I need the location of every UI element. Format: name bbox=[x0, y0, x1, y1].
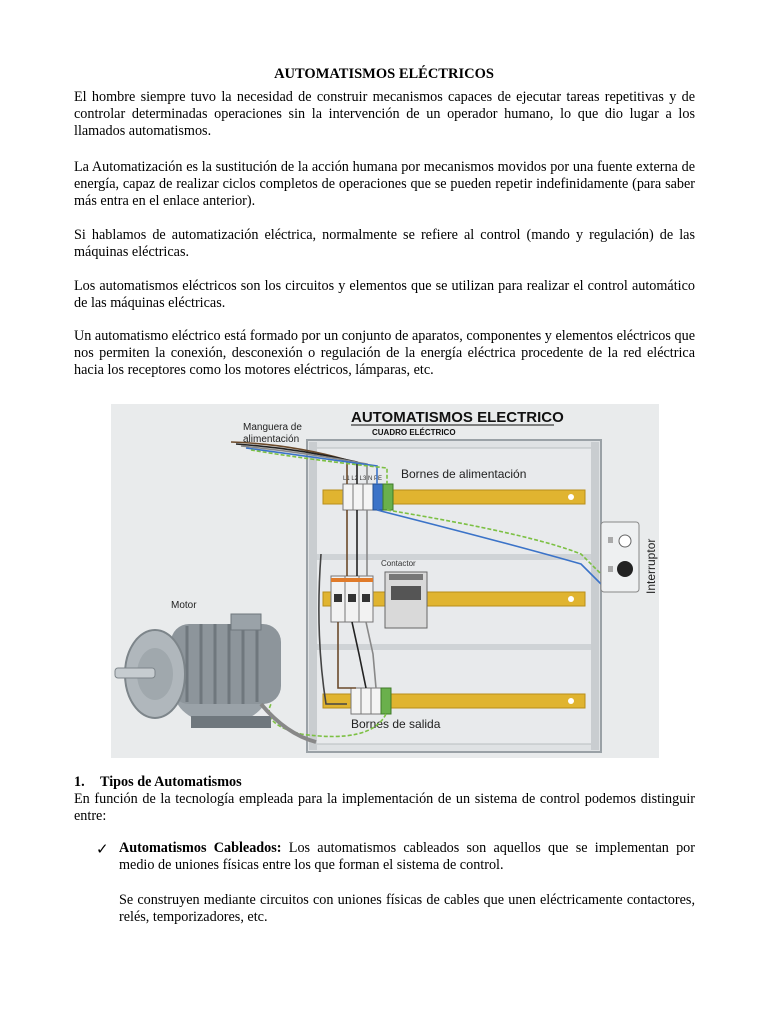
paragraph-3: Si hablamos de automatización eléctrica, normalmente se refiere al control (mando y regulación) de las máquinas eléctricas. bbox=[74, 227, 695, 260]
paragraph-4: Los automatismos eléctricos son los circuitos y elementos que se utilizan para realizar el control automático de las máquinas eléctricas. bbox=[74, 278, 695, 311]
checkmark-icon: ✓ bbox=[96, 842, 109, 858]
section-number: 1. bbox=[74, 774, 85, 790]
paragraph-1: El hombre siempre tuvo la necesidad de construir mecanismos capaces de ejecutar tareas repetitivas y de controlar determinadas operaciones sin la intervención de un operador humano, lo que dio lugar a los llamados automatismos. bbox=[74, 89, 695, 139]
wired-automation-text: Los automatismos cableados son aquellos que se implementan por medio de uniones físicas entre los que forman el sistema de control. bbox=[119, 840, 695, 873]
wired-automation-extra: Se construyen mediante circuitos con uniones físicas de cables que unen eléctricamente contactores, relés, temporizadores, etc. bbox=[119, 892, 695, 925]
contactor-device bbox=[385, 572, 427, 628]
section-title: Tipos de Automatismos bbox=[100, 774, 242, 790]
motor-label: Motor bbox=[171, 600, 197, 611]
section-heading bbox=[74, 774, 242, 791]
phase-labels: L1 L2 L3 N PE bbox=[343, 476, 383, 482]
hose-label-line2: alimentación bbox=[243, 434, 300, 445]
wired-automation-item bbox=[119, 840, 695, 874]
contactor-label: Contactor bbox=[381, 559, 416, 568]
figure-title: AUTOMATISMOS ELECTRICO bbox=[351, 409, 564, 426]
wired-automation-term: Automatismos Cableados: bbox=[119, 840, 282, 856]
document-title: AUTOMATISMOS ELÉCTRICOS bbox=[274, 66, 494, 82]
output-terminals-label: Bornes de salida bbox=[351, 717, 441, 731]
switch-label: Interruptor bbox=[644, 538, 658, 594]
hose-label-line1: Manguera de bbox=[243, 422, 302, 433]
section-intro: En función de la tecnología empleada para la implementación de un sistema de control podemos distinguir entre: bbox=[74, 791, 695, 824]
switch-box bbox=[601, 522, 639, 592]
paragraph-5: Un automatismo eléctrico está formado por un conjunto de aparatos, componentes y elementos eléctricos que nos permiten la conexión, desconexión o regulación de la energía eléctrica procedente de la red eléctrica hacia los receptores como los motores eléctricos, lámparas, etc. bbox=[74, 328, 695, 378]
supply-terminals-label: Bornes de alimentación bbox=[401, 467, 527, 481]
circuit-breakers bbox=[331, 576, 373, 622]
supply-terminal-block bbox=[343, 484, 393, 510]
paragraph-2: La Automatización es la sustitución de la acción humana por mecanismos movidos por una fuente externa de energía, capaz de realizar ciclos completos de operaciones que se pueden repetir indefinidamente (para saber más entra en el enlace anterior). bbox=[74, 159, 695, 209]
figure-subtitle: CUADRO ELÉCTRICO bbox=[372, 428, 456, 437]
electrical-panel-figure bbox=[111, 404, 659, 758]
electric-motor bbox=[115, 614, 316, 742]
output-terminal-block bbox=[351, 688, 391, 714]
